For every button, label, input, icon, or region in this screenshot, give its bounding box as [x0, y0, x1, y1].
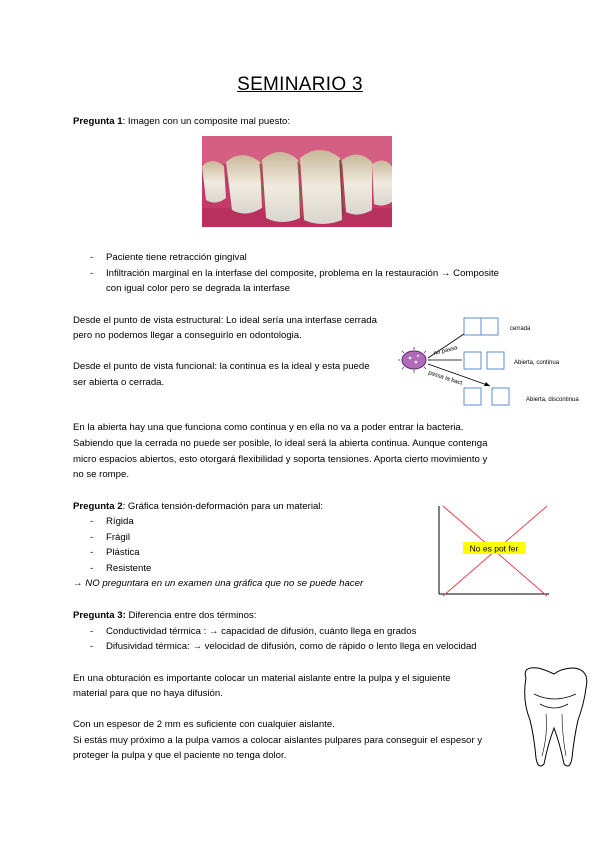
- interface-diagram: [398, 312, 594, 412]
- closed-box-left: [464, 318, 481, 335]
- open-continuous-box-left: [464, 352, 481, 369]
- final-line-3: proteger la pulpa y que el paciente no tenga dolor.: [73, 750, 287, 761]
- bacterium-icon: [398, 347, 431, 373]
- q2-item-4: - Resistente: [90, 563, 152, 574]
- functional-line-2: ser abierta o cerrada.: [73, 377, 165, 388]
- q1-text: : Imagen con un composite mal puesto:: [122, 116, 291, 127]
- q1-bullet-2: - Infiltración marginal en la interfase del composite, problema en la restauración → Composite: [90, 268, 500, 279]
- q2-note: → NO preguntara en un examen una gráfica que no se puede hacer: [73, 578, 364, 589]
- functional-line-1: Desde el punto de vista funcional: la continua es la ideal y esta puede: [73, 361, 370, 372]
- open-para-2: Sabiendo que la cerrada no puede ser posible, lo ideal será la abierta continua. Aunque contenga: [73, 438, 488, 449]
- q1-bullet-2-cont: con igual color pero se degrada la interfase: [106, 283, 290, 294]
- structural-line-1: Desde el punto de vista estructural: Lo ideal sería una interfase cerrada: [73, 315, 377, 326]
- q2-heading: [73, 499, 323, 515]
- q3-heading: [73, 608, 256, 624]
- open-para-3: micro espacios abiertos, esto otorgará flexibilidad y soporta tensiones. Aporta cierto movimiento y: [73, 454, 488, 465]
- q2-item-2: - Frágil: [90, 532, 130, 543]
- label-cerrada: cerrada: [510, 326, 531, 332]
- closed-box-right: [481, 318, 498, 335]
- q3-text: Diferencia entre dos términos:: [125, 610, 257, 621]
- q1-heading: [73, 114, 290, 130]
- structural-line-2: pero no podemos llegar a conseguirlo en odontologia.: [73, 330, 302, 341]
- teeth-photo: [202, 136, 392, 227]
- open-continuous-box-right: [487, 352, 504, 369]
- q1-label: Pregunta 1: [73, 116, 123, 127]
- obturacion-line-2: material para que no haya difusión.: [73, 688, 223, 699]
- tooth-icon: [516, 664, 594, 772]
- label-abierta-continua: Abierta, continua: [514, 360, 560, 366]
- q2-label: Pregunta 2: [73, 501, 123, 512]
- stress-strain-graph: [437, 504, 551, 600]
- open-para-4: no se rompe.: [73, 469, 129, 480]
- graph-label: No es pot fer: [469, 543, 519, 554]
- q2-text: : Gráfica tensión-deformación para un material:: [122, 501, 324, 512]
- page-title: SEMINARIO 3: [237, 74, 363, 95]
- q3-item-1: - Conductividad térmica : → capacidad de difusión, cuánto llega en grados: [90, 626, 417, 637]
- obturacion-line-1: En una obturación es importante colocar un material aislante entre la pulpa y el siguiente: [73, 673, 451, 684]
- label-no-passa: no passa: [433, 345, 459, 357]
- open-discontinuous-box-right: [492, 388, 509, 405]
- q3-label: Pregunta 3:: [73, 610, 126, 621]
- final-line-1: Con un espesor de 2 mm es suficiente con cualquier aislante.: [73, 719, 335, 730]
- label-abierta-discontinua: Abierta, discontinua: [526, 397, 579, 403]
- q1-bullet-1: - Paciente tiene retracción gingival: [90, 252, 247, 263]
- q2-item-1: - Rígida: [90, 516, 134, 527]
- open-discontinuous-box-left: [464, 388, 481, 405]
- final-line-2: Si estás muy próximo a la pulpa vamos a colocar aislantes pulpares para conseguir el espesor y: [73, 735, 483, 746]
- open-para-1: En la abierta hay una que funciona como continua y en ella no va a poder entrar la bacteria.: [73, 422, 464, 433]
- label-passa: passa la bact: [427, 370, 463, 387]
- q2-item-3: - Plástica: [90, 547, 140, 558]
- q3-item-2: - Difusividad térmica: → velocidad de difusión, como de rápido o lento llega en velocidad: [90, 641, 477, 652]
